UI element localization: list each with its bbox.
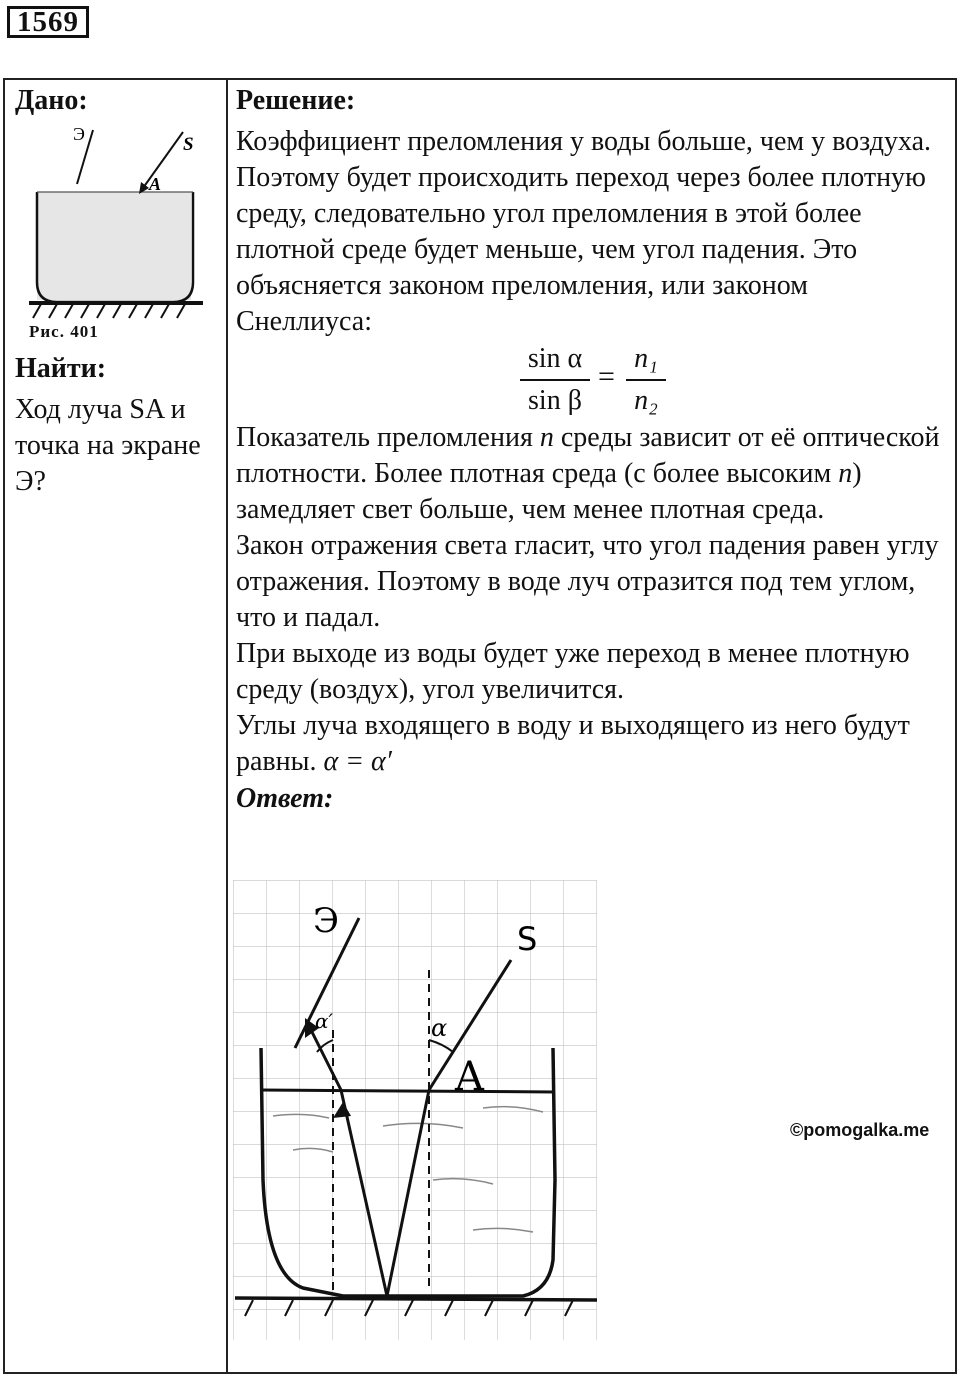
formula-left-fraction [520,342,590,418]
fraction-bar [520,379,590,381]
snell-formula [236,340,948,420]
text-span: ) замедляет свет больше, чем менее плотная среда. [236,458,862,525]
text-span: среды зависит от её оптической плотности. Более плотная среда (с более высоким [236,422,940,489]
screen-label: Э [313,901,340,941]
figure-caption: Рис. 401 [29,322,99,341]
problem-number: 1569 [7,6,89,38]
formula-num-right: n₁ [634,343,658,374]
solution-paragraph-2: Поэтому будет происходить переход через более плотную среду, следовательно угол преломления в этой более плотной среде будет меньше, чем угол падения. Это объясняется законом преломления, или законом Снеллиуса: [236,162,926,337]
point-label: A [149,174,162,194]
formula-den-left: sin β [528,385,582,416]
water-surface [261,1090,555,1092]
formula-equals: = [598,360,615,393]
copyright: ©pomogalka.me [790,1120,930,1140]
source-label: S [183,134,194,155]
var-n: n [838,458,853,489]
text-span: Показатель преломления [236,422,540,453]
column-divider [226,80,228,1372]
find-text: Ход луча SA и точка на экране Э? [15,394,201,497]
ground-line [235,1298,597,1300]
solution-heading: Решение: [236,85,356,116]
answer-heading: Ответ: [236,783,334,814]
solution-paragraph-3 [236,420,948,528]
solution-column [236,84,948,816]
solution-paragraph-5: При выходе из воды будет уже переход в менее плотную среду (воздух), угол увеличится. [236,638,910,705]
formula-num-left: sin α [527,343,583,374]
source-label: S [517,920,538,958]
point-label: A [455,1054,484,1100]
given-heading: Дано: [15,85,88,116]
text-span: Углы луча входящего в воду и выходящего из него будут равны. [236,710,910,777]
solution-paragraph-1: Коэффициент преломления у воды больше, чем у воздуха. [236,126,932,157]
formula-right-fraction [626,342,666,418]
alpha-prime-label: α′ [315,1009,334,1033]
answer-sketch [233,880,597,1340]
screen-label: Э [73,124,85,144]
var-n: n [539,422,554,453]
figure-401 [15,122,215,322]
given-column [15,84,220,528]
ground-hatching [33,304,185,318]
angle-equality: α = α′ [323,746,392,777]
alpha-label: α [431,1014,448,1042]
water-area [37,192,193,302]
fraction-bar [626,379,666,381]
solution-paragraph-4: Закон отражения света гласит, что угол падения равен углу отражения. Поэтому в воде луч отразится под тем углом, что и падал. [236,530,939,633]
grid-paper [233,880,597,1340]
formula-den-right: n₂ [634,385,658,416]
find-heading: Найти: [15,353,107,384]
solution-paragraph-6 [236,708,948,780]
